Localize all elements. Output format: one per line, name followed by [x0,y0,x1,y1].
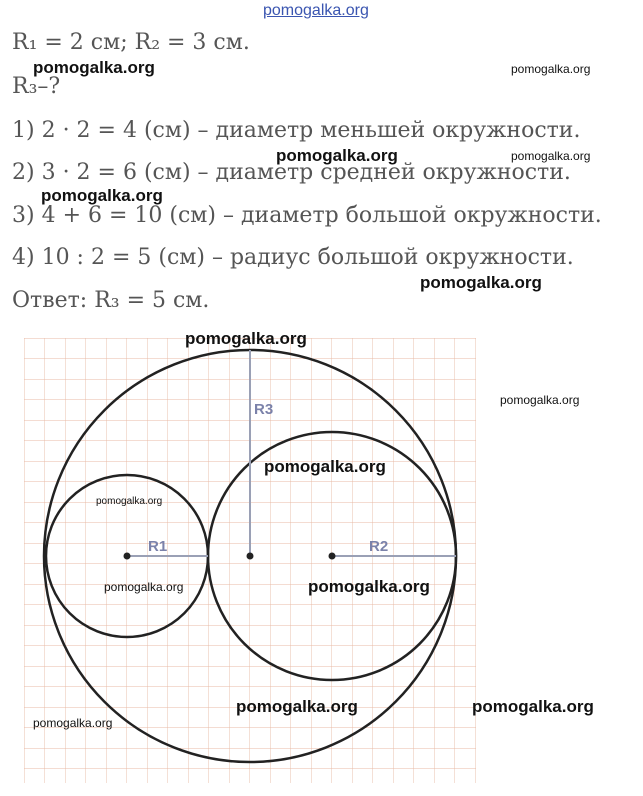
watermark: pomogalka.org [33,716,113,730]
center-large [247,553,254,560]
step-3-line: 3) 4 + 6 = 10 (см) – диаметр большой окружности. [12,203,602,228]
watermark: pomogalka.org [500,393,580,407]
step-2-line: 2) 3 · 2 = 6 (см) – диаметр средней окружности. [12,160,571,185]
label-r1: R1 [148,538,168,555]
answer-line: Ответ: R₃ = 5 см. [12,288,210,313]
step-4-line: 4) 10 : 2 = 5 (см) – радиус большой окружности. [12,245,574,270]
watermark: pomogalka.org [33,58,155,77]
watermark: pomogalka.org [511,62,591,76]
watermark: pomogalka.org [264,457,386,476]
watermark: pomogalka.org [104,580,184,594]
center-small [124,553,131,560]
watermark: pomogalka.org [96,496,163,507]
watermark: pomogalka.org [236,697,358,716]
watermark: pomogalka.org [276,146,398,165]
watermark: pomogalka.org [308,577,430,596]
label-r3: R3 [254,401,274,418]
watermark: pomogalka.org [185,329,307,348]
watermark: pomogalka.org [511,149,591,163]
label-r2: R2 [369,538,389,555]
watermark: pomogalka.org [472,697,594,716]
watermark: pomogalka.org [420,273,542,292]
watermark: pomogalka.org [41,186,163,205]
center-medium [329,553,336,560]
watermark: pomogalka.org [263,2,369,19]
step-1-line: 1) 2 · 2 = 4 (см) – диаметр меньшей окружности. [12,118,581,143]
unknown-line: R₃–? [12,74,61,99]
given-line: R₁ = 2 см; R₂ = 3 см. [12,30,250,55]
